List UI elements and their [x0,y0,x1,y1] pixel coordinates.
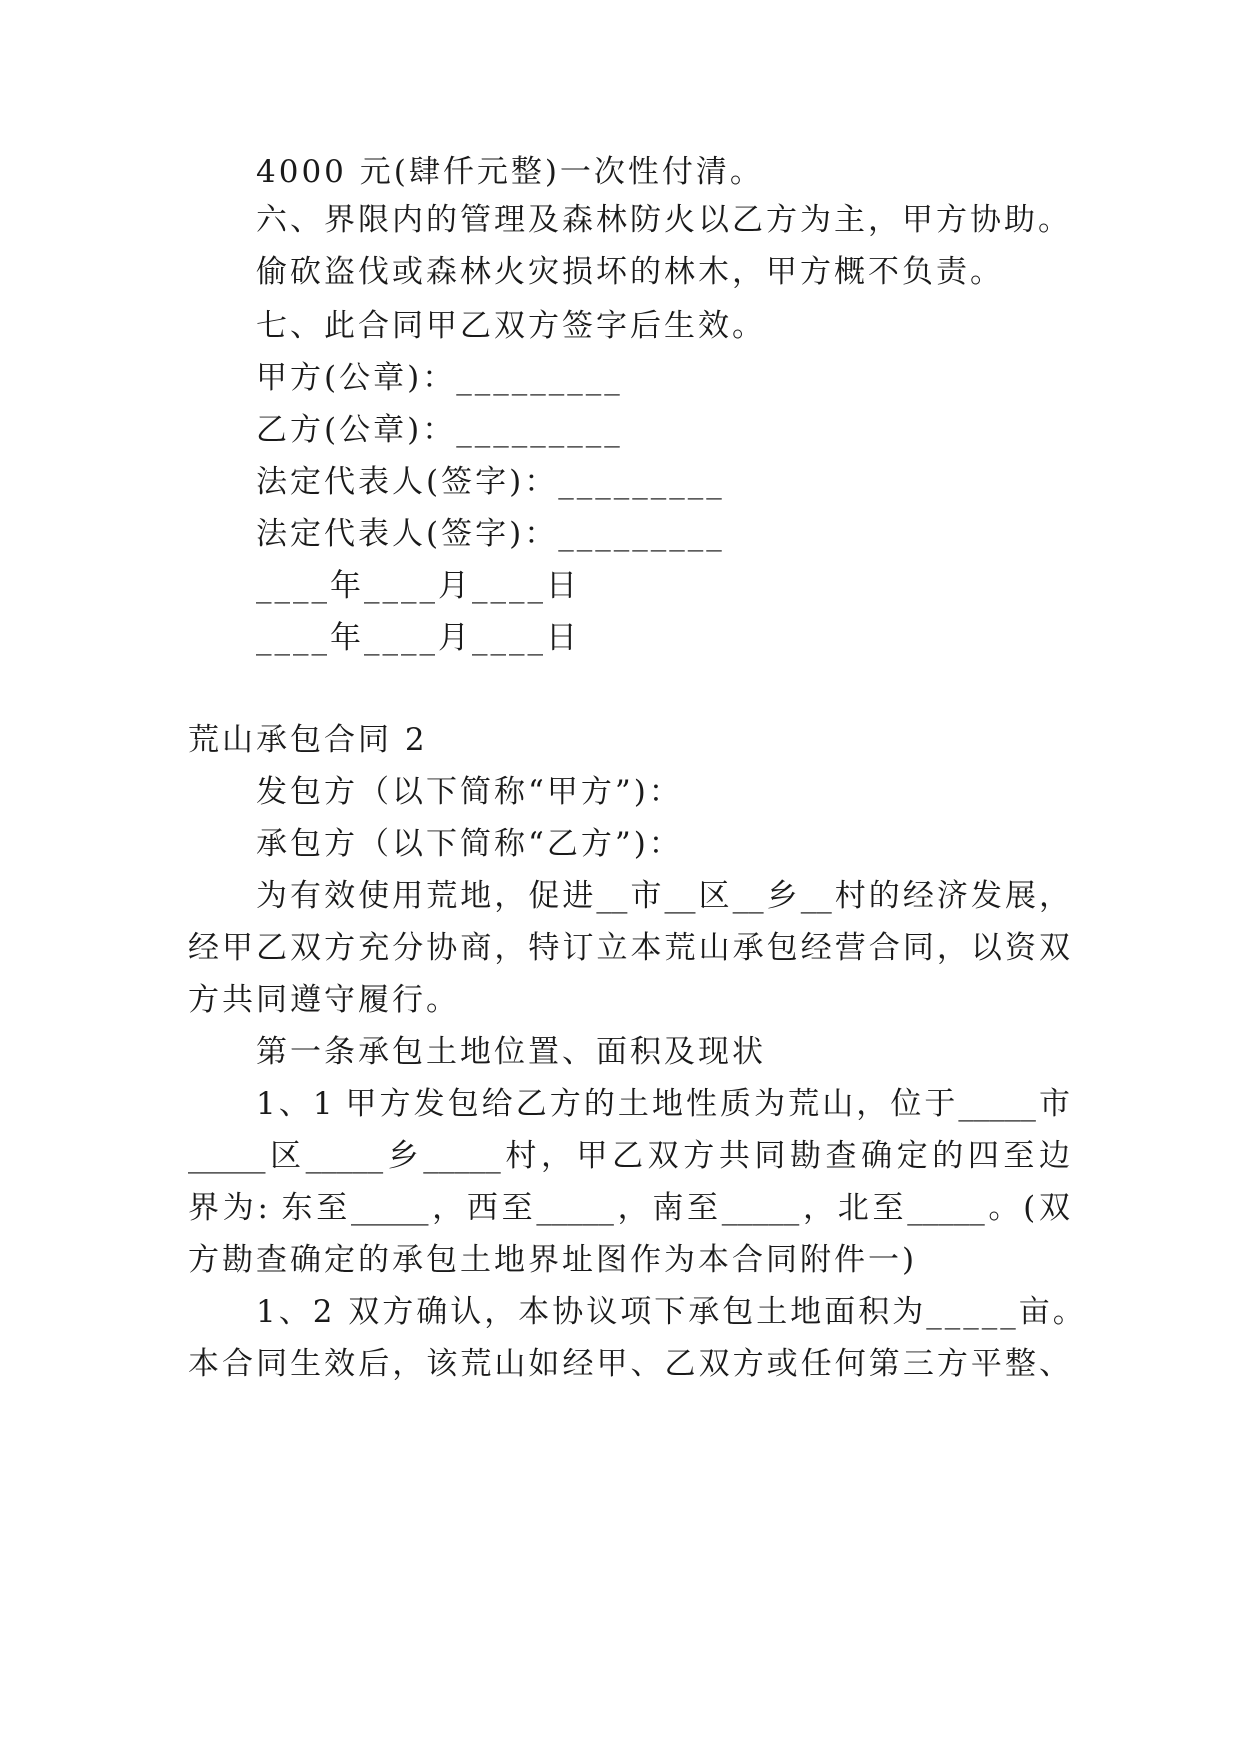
preamble-line-3: 方共同遵守履行。 [188,982,460,1018]
contractor-a: 发包方（以下简称“甲方”)： [256,774,683,810]
legal-rep-signature-b: 法定代表人(签字)：_________ [256,516,725,552]
payment-line: 4000 元(肆仟元整)一次性付清。 [256,154,764,190]
clause-1-2-line-1: 1、2 双方确认，本协议项下承包土地面积为_____亩。 [256,1294,1087,1330]
clause-six: 六、界限内的管理及森林防火以乙方为主，甲方协助。 [256,202,1072,238]
date-line-a: ____年____月____日 [256,568,580,604]
clause-1-1-line-4: 方勘查确定的承包土地界址图作为本合同附件一) [188,1242,918,1278]
preamble-line-2: 经甲乙双方充分协商，特订立本荒山承包经营合同，以资双 [188,930,1070,966]
contractor-b: 承包方（以下简称“乙方”)： [256,826,683,862]
article-one-title: 第一条承包土地位置、面积及现状 [256,1034,766,1070]
preamble-line-1: 为有效使用荒地，促进__市__区__乡__村的经济发展， [256,878,1070,914]
clause-seven: 七、此合同甲乙双方签字后生效。 [256,308,766,344]
party-a-seal: 甲方(公章)：_________ [256,360,623,396]
clause-1-1-line-1: 1、1 甲方发包给乙方的土地性质为荒山，位于_____市 [256,1086,1070,1122]
clause-1-2-line-2: 本合同生效后，该荒山如经甲、乙双方或任何第三方平整、 [188,1346,1070,1382]
clause-1-1-line-2: _____区_____乡_____村，甲乙双方共同勘查确定的四至边 [188,1138,1070,1174]
date-line-b: ____年____月____日 [256,620,580,656]
party-b-seal: 乙方(公章)：_________ [256,412,623,448]
clause-1-1-line-3: 界为: 东至_____，西至_____，南至_____，北至_____。(双 [188,1190,1070,1226]
section-heading: 荒山承包合同 2 [188,722,428,758]
legal-rep-signature-a: 法定代表人(签字)：_________ [256,464,725,500]
clause-six-continued: 偷砍盗伐或森林火灾损坏的林木，甲方概不负责。 [256,254,1004,290]
